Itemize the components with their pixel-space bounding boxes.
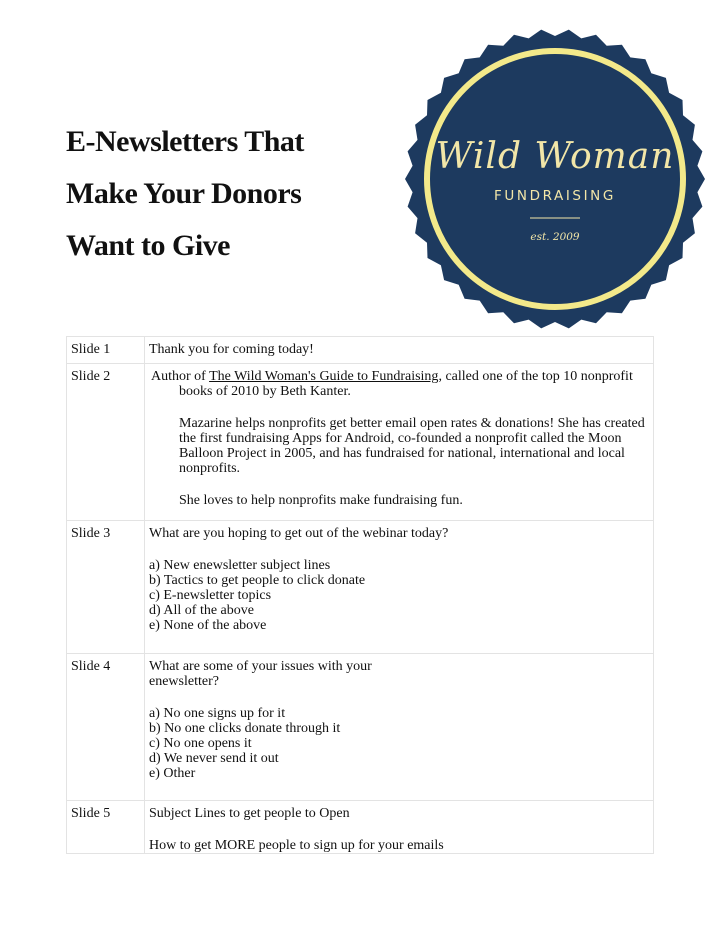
wild-woman-fundraising-logo	[404, 28, 706, 330]
bio-paragraph: Mazarine helps nonprofits get better email open rates & donations! She has created the first fundraising Apps for Android, co-founded a nonprofit called the Moon Balloon Project in 2005, and has fundraised for national, international and local nonprofits.	[179, 416, 645, 476]
slide-5-line-2: How to get MORE people to sign up for your emails	[149, 838, 444, 853]
table-row	[67, 364, 654, 521]
list-item: b) No one clicks donate through it	[149, 721, 341, 736]
list-item: e) None of the above	[149, 618, 267, 633]
slide-label: Slide 5	[67, 801, 145, 854]
slide-label: Slide 1	[67, 337, 145, 364]
list-item: a) No one signs up for it	[149, 706, 286, 721]
table-row	[67, 654, 654, 801]
slide-content	[145, 801, 654, 854]
slide-content	[145, 521, 654, 654]
slides-table	[66, 336, 654, 854]
slide-label: Slide 3	[67, 521, 145, 654]
slide-3-options	[149, 558, 649, 633]
table-row	[67, 337, 654, 364]
logo-script-text: Wild Woman	[435, 136, 675, 177]
author-suffix: , called one of the top 10 nonprofit books of 2010 by Beth Kanter.	[179, 369, 633, 399]
slide-label: Slide 2	[67, 364, 145, 521]
author-prefix: Author of	[151, 369, 210, 384]
slide-content	[145, 364, 654, 521]
title-line-2: Make Your Donors	[66, 177, 302, 210]
list-item: a) New enewsletter subject lines	[149, 558, 331, 573]
mission-paragraph: She loves to help nonprofits make fundraising fun.	[179, 493, 463, 508]
title-line-1: E-Newsletters That	[66, 125, 304, 158]
table-row	[67, 801, 654, 854]
slide-1-text: Thank you for coming today!	[149, 342, 314, 357]
table-row	[67, 521, 654, 654]
list-item: e) Other	[149, 766, 196, 781]
author-paragraph	[149, 369, 649, 399]
seal-inner-face	[431, 55, 679, 303]
slide-4-question-line-1: What are some of your issues with your	[149, 659, 372, 674]
slide-4-options	[149, 706, 649, 781]
logo-est-text: est. 2009	[530, 231, 580, 243]
list-item: c) E-newsletter topics	[149, 588, 272, 603]
slide-3-question: What are you hoping to get out of the webinar today?	[149, 526, 449, 541]
slide-content	[145, 337, 654, 364]
slide-content	[145, 654, 654, 801]
list-item: c) No one opens it	[149, 736, 252, 751]
slide-label: Slide 4	[67, 654, 145, 801]
document-title	[66, 116, 304, 272]
logo-fundraising-word: FUNDRAISING	[494, 188, 616, 204]
book-title-link[interactable]: The Wild Woman's Guide to Fundraising	[209, 369, 439, 384]
slide-4-question-line-2: enewsletter?	[149, 674, 219, 689]
title-line-3: Want to Give	[66, 229, 230, 262]
slide-5-line-1: Subject Lines to get people to Open	[149, 806, 350, 821]
list-item: d) All of the above	[149, 603, 254, 618]
list-item: d) We never send it out	[149, 751, 279, 766]
list-item: b) Tactics to get people to click donate	[149, 573, 366, 588]
